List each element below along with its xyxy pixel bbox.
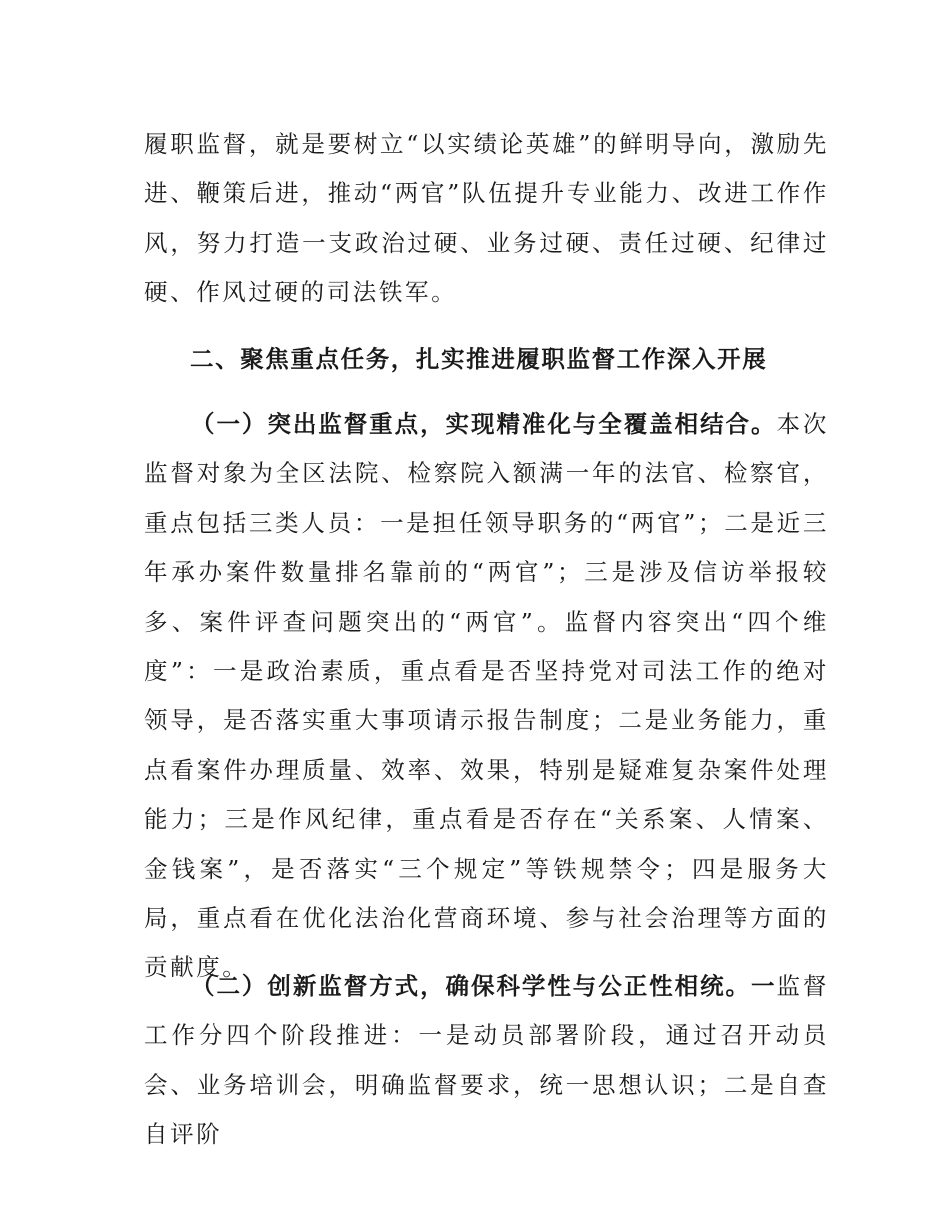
subsection-2-body: 监督工作分四个阶段推进：一是动员部署阶段，通过召开动员会、业务培训会，明确监督要求，统一思想认识；二是自查自评阶 bbox=[144, 972, 829, 1149]
subsection-1-body: 本次监督对象为全区法院、检察院入额满一年的法官、检察官，重点包括三类人员：一是担任领导职务的“两官”；二是近三年承办案件数量排名靠前的“两官”；三是涉及信访举报较多、案件评查问题突出的“两官”。监督内容突出“四个维度”：一是政治素质，重点看是否坚持党对司法工作的绝对领导，是否落实重大事项请示报告制度；二是业务能力，重点看案件办理质量、效率、效果，特别是疑难复杂案件处理能力；三是作风纪律，重点看是否存在“关系案、人情案、金钱案”，是否落实“三个规定”等铁规禁令；四是服务大局，重点看在优化法治化营商环境、参与社会治理等方面的贡献度。 bbox=[144, 410, 829, 982]
paragraph-subsection-2 bbox=[144, 962, 829, 1160]
paragraph-intro-continuation: 履职监督，就是要树立“以实绩论英雄”的鲜明导向，激励先进、鞭策后进，推动“两官”队伍提升专业能力、改进工作作风，努力打造一支政治过硬、业务过硬、责任过硬、纪律过硬、作风过硬的司法铁军。 bbox=[144, 130, 829, 307]
section-heading-2: 二、聚焦重点任务，扎实推进履职监督工作深入开展 bbox=[190, 345, 768, 373]
subsection-2-lead: （二）创新监督方式，确保科学性与公正性相统。一 bbox=[191, 972, 777, 1000]
subsection-1-lead: （一）突出监督重点，实现精准化与全覆盖相结合。 bbox=[191, 410, 777, 438]
paragraph-subsection-1 bbox=[144, 400, 829, 993]
